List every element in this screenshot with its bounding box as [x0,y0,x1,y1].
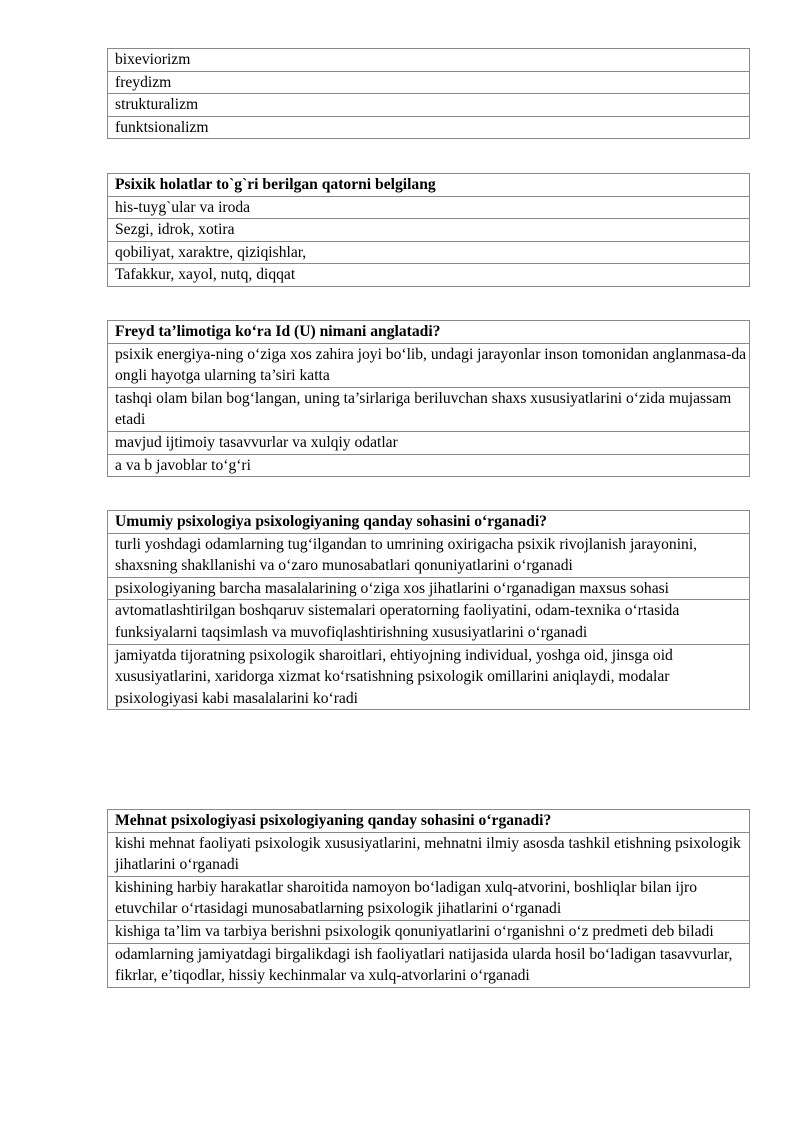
answer-option: Tafakkur, xayol, nutq, diqqat [108,264,750,287]
question-block-1 [107,48,750,139]
question-block-5 [107,809,750,988]
answer-option: mavjud ijtimoiy tasavvurlar va xulqiy odatlar [108,431,750,454]
answer-option: bixeviorizm [108,49,750,72]
answer-option: odamlarning jamiyatdagi birgalikdagi ish faoliyatlari natijasida ularda hosil bo‘ladigan tasavvurlar, fikrlar, e’tiqodlar, hissiy kechinmalar va xulq-atvorlarini o‘rganadi [108,943,750,987]
question-block-3 [107,320,750,477]
answer-option: avtomatlashtirilgan boshqaruv sistemalari operatorning faoliyatini, odam-texnika o‘rtasida funksiyalarni taqsimlash va muvofiqlashtirishning xususiyatlarini o‘rganadi [108,600,750,644]
answer-option: a va b javoblar to‘g‘ri [108,454,750,477]
answer-option: kishi mehnat faoliyati psixologik xususiyatlarini, mehnatni ilmiy asosda tashkil etishning psixologik jihatlarini o‘rganadi [108,832,750,876]
question-text: Umumiy psixologiya psixologiyaning qanday sohasini o‘rganadi? [108,511,750,534]
answer-option: jamiyatda tijoratning psixologik sharoitlari, ehtiyojning individual, yoshga oid, jinsga oid xususiyatlarini, xaridorga xizmat ko‘rsatishning psixologik omillarini aniqlaydi, modalar psixologiyasi kabi masalalarini ko‘radi [108,644,750,710]
answer-option: psixologiyaning barcha masalalarining o‘ziga xos jihatlarini o‘rganadigan maxsus sohasi [108,577,750,600]
answer-option: psixik energiya-ning o‘ziga xos zahira joyi bo‘lib, undagi jarayonlar inson tomonidan anglanmasa-da ongli hayotga ularning ta’siri katta [108,343,750,387]
answer-option: qobiliyat, xaraktre, qiziqishlar, [108,241,750,264]
answer-option: his-tuyg`ular va iroda [108,196,750,219]
answer-option: strukturalizm [108,94,750,117]
answer-option: kishining harbiy harakatlar sharoitida namoyon bo‘ladigan xulq-atvorini, boshliqlar bilan ijro etuvchilar o‘rtasidagi munosabatlarning psixologik jihatlarini o‘rganadi [108,876,750,920]
question-text: Psixik holatlar to`g`ri berilgan qatorni belgilang [108,174,750,197]
question-text: Freyd ta’limotiga ko‘ra Id (U) nimani anglatadi? [108,321,750,344]
question-block-4 [107,510,750,710]
answer-option: turli yoshdagi odamlarning tug‘ilgandan to umrining oxirigacha psixik rivojlanish jarayonini, shaxsning shakllanishi va o‘zaro munosabatlari qonuniyatlarini o‘rganadi [108,533,750,577]
question-block-2 [107,173,750,287]
answer-option: tashqi olam bilan bog‘langan, uning ta’sirlariga beriluvchan shaxs xususiyatlarini o‘zida mujassam etadi [108,387,750,431]
answer-option: Sezgi, idrok, xotira [108,219,750,242]
answer-option: funktsionalizm [108,116,750,139]
answer-option: freydizm [108,71,750,94]
answer-option: kishiga ta’lim va tarbiya berishni psixologik qonuniyatlarini o‘rganishni o‘z predmeti deb biladi [108,920,750,943]
question-text: Mehnat psixologiyasi psixologiyaning qanday sohasini o‘rganadi? [108,810,750,833]
